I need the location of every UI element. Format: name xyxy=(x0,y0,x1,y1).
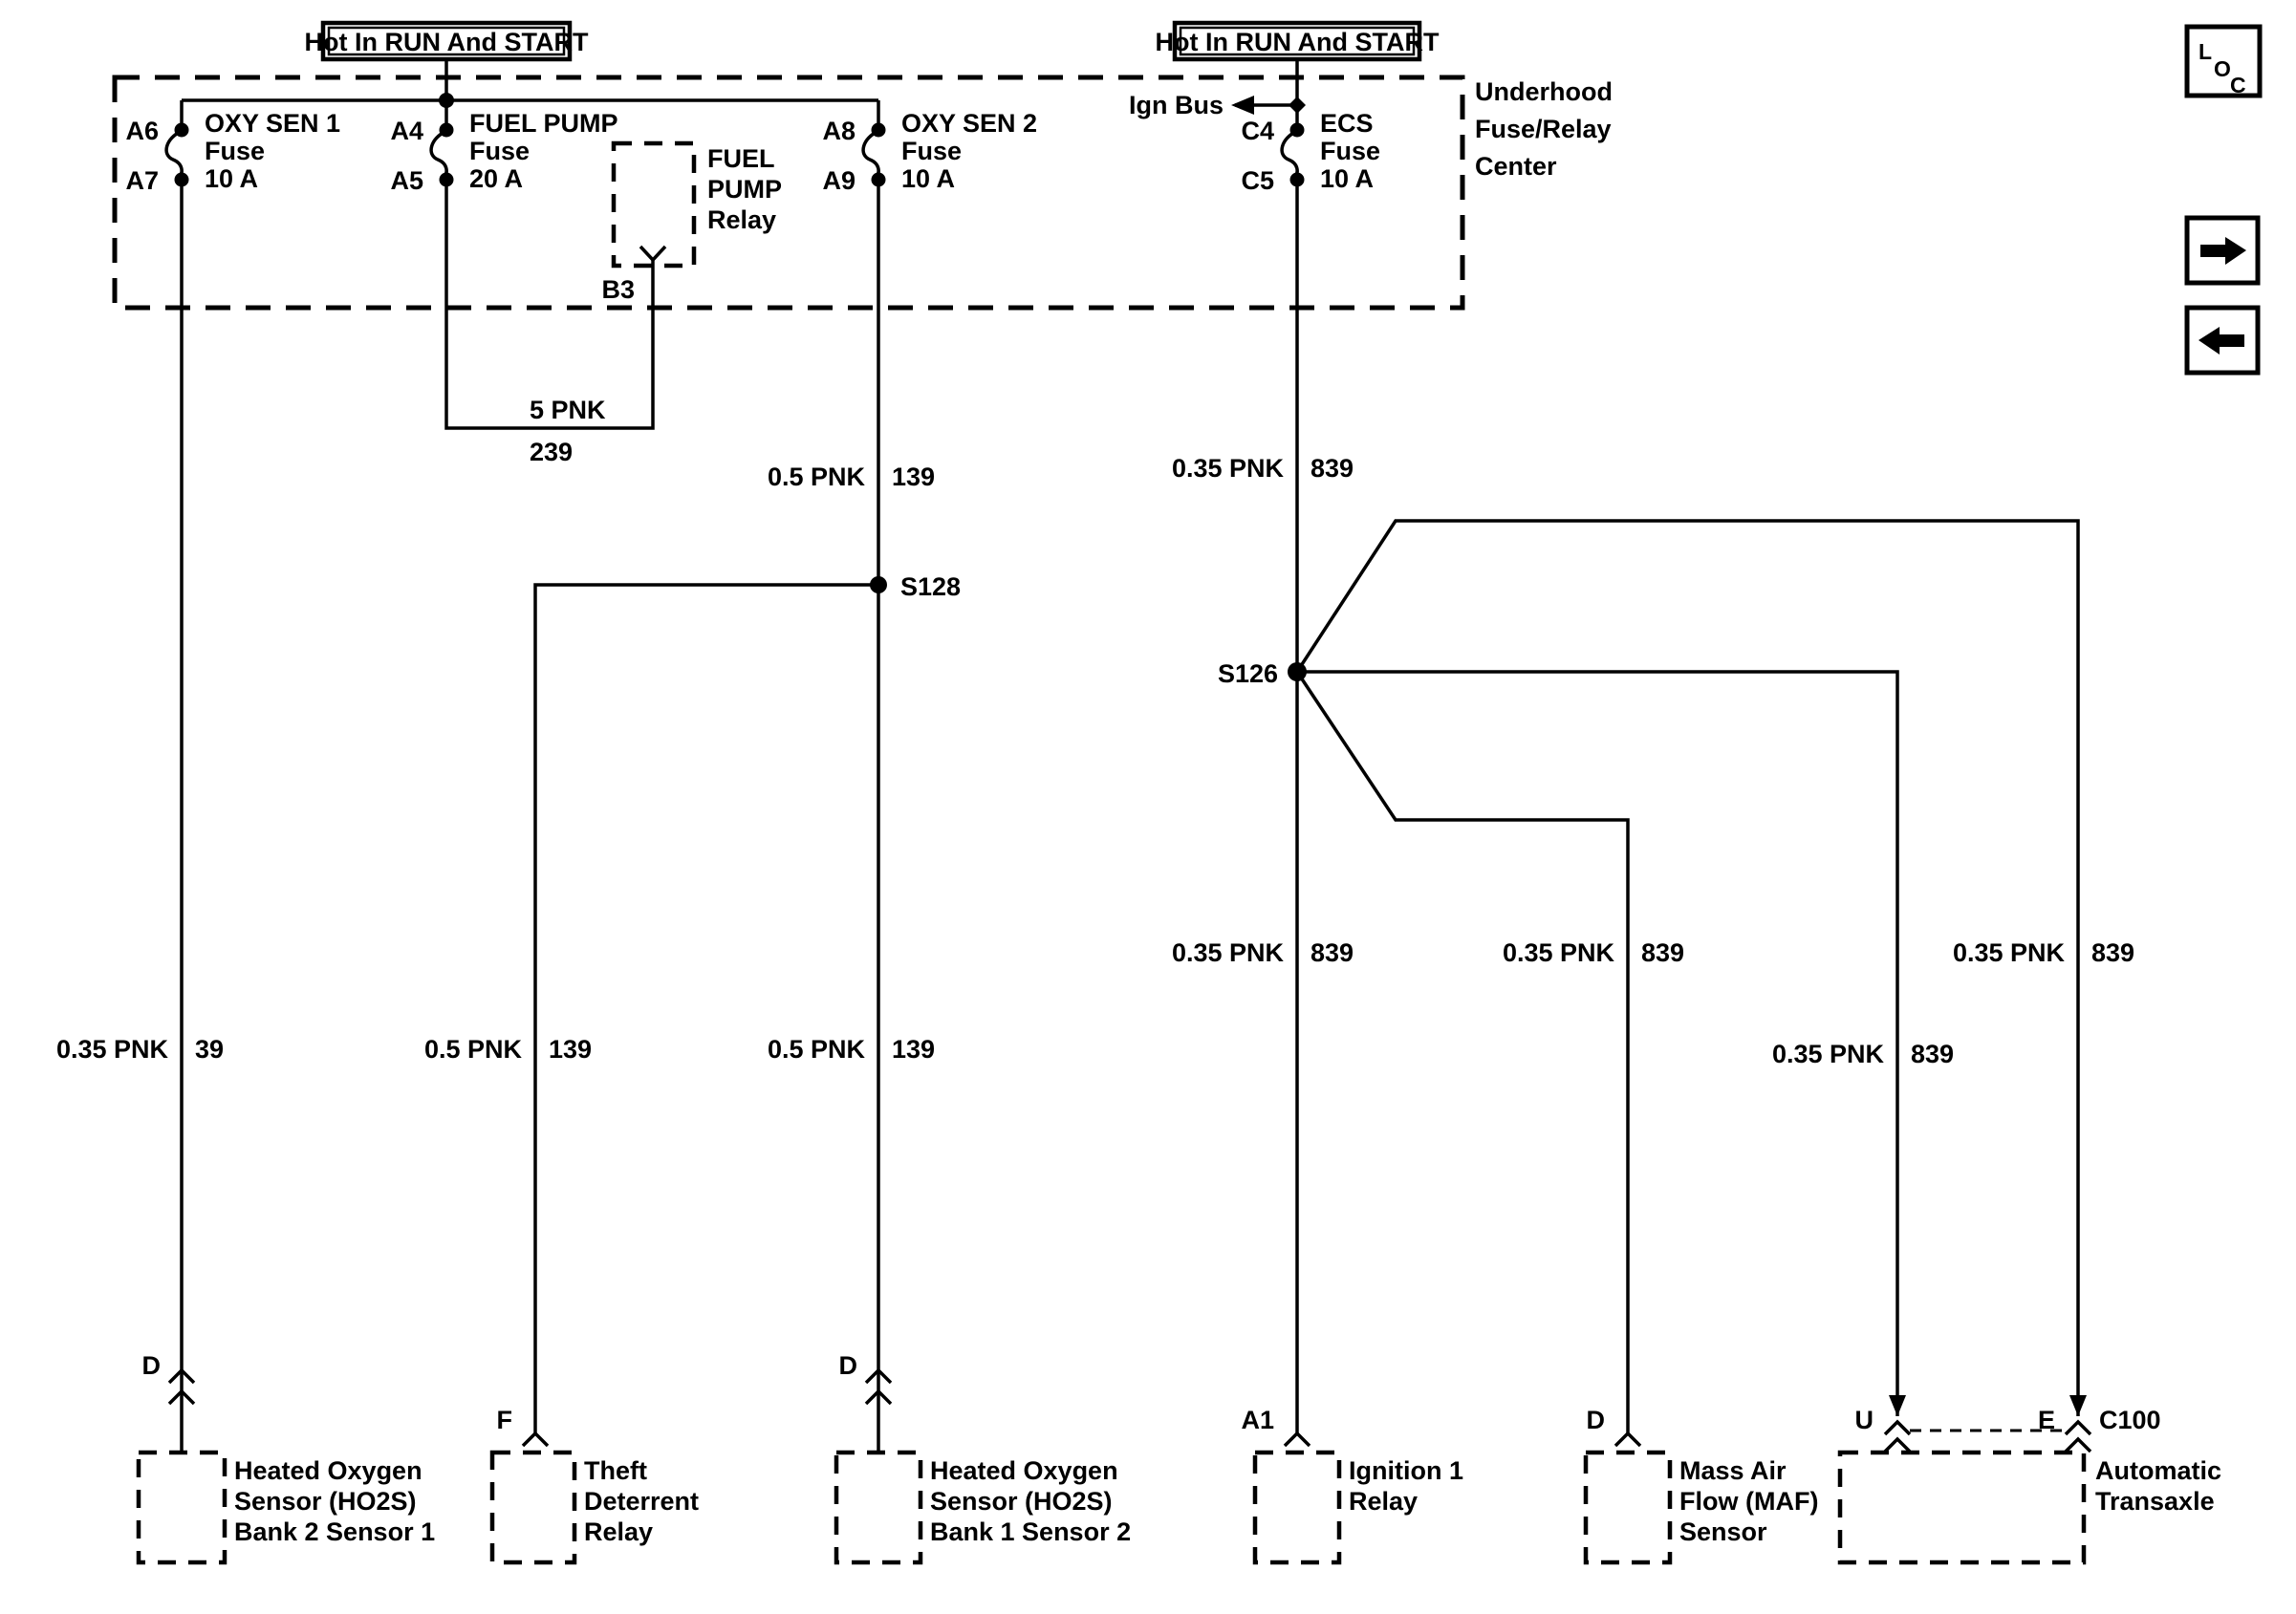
fuel-pump-relay-line3: Relay xyxy=(707,205,777,234)
next-page-button[interactable] xyxy=(2187,218,2258,283)
fuel-pump-relay-line2: PUMP xyxy=(707,175,783,204)
wire-ecs-upper-circuit: 839 xyxy=(1310,454,1354,483)
transaxle-box xyxy=(1840,1453,2084,1562)
ign-bus-label: Ign Bus xyxy=(1129,91,1224,119)
underhood-label-line3: Center xyxy=(1475,152,1557,181)
ho2s-b2s1-line1: Heated Oxygen xyxy=(234,1456,422,1485)
fuse3-pin-bottom: A9 xyxy=(822,166,856,195)
hot-box-right-label: Hot In RUN And START xyxy=(1155,28,1440,56)
maf-line1: Mass Air xyxy=(1679,1456,1787,1485)
pin-f-label: F xyxy=(496,1406,512,1434)
loc-button[interactable] xyxy=(2187,27,2260,97)
fuse3-rating: 10 A xyxy=(901,164,956,193)
loc-letter-o: O xyxy=(2214,56,2231,81)
fuse1-rating: 10 A xyxy=(205,164,259,193)
fuel-pump-relay-box xyxy=(614,143,694,266)
wire-b1s2-gauge: 0.5 PNK xyxy=(767,1035,865,1064)
wire-end-arrow-icon xyxy=(1889,1395,1906,1416)
wire-maf-circuit: 839 xyxy=(1641,938,1685,967)
component-ignition1-relay xyxy=(1255,1453,1463,1562)
wire-ign1-relay xyxy=(1172,180,1354,1446)
wire-theft xyxy=(535,585,878,1433)
underhood-label-line2: Fuse/Relay xyxy=(1475,115,1612,143)
wire-ign1-circuit: 839 xyxy=(1310,938,1354,967)
wire-fp-circuit: 239 xyxy=(530,438,574,466)
theft-line1: Theft xyxy=(584,1456,647,1485)
component-theft-deterrent-relay xyxy=(492,1453,699,1562)
transaxle-e-pin xyxy=(1910,938,2161,1452)
left-arrow-icon xyxy=(2220,334,2244,347)
fuse2-rating: 20 A xyxy=(469,164,524,193)
wire-u-gauge: 0.35 PNK xyxy=(1771,1040,1884,1068)
fuse-element-icon xyxy=(166,131,182,179)
previous-page-button[interactable] xyxy=(2187,308,2258,373)
ignition1-relay-box xyxy=(1255,1453,1339,1562)
ho2s-b1s2-line1: Heated Oxygen xyxy=(930,1456,1118,1485)
fuse-ecs xyxy=(1241,109,1380,195)
c100-label: C100 xyxy=(2099,1406,2161,1434)
component-maf-sensor xyxy=(1586,1453,1818,1562)
component-pin-chevron-icon xyxy=(1285,1433,1310,1446)
fuse2-type: Fuse xyxy=(469,137,531,165)
wire-ecs-upper-gauge: 0.35 PNK xyxy=(1171,454,1284,483)
wire-ign1-gauge: 0.35 PNK xyxy=(1171,938,1284,967)
ho2s-b1s2-line3: Bank 1 Sensor 2 xyxy=(930,1517,1132,1546)
hot-in-run-box-left xyxy=(305,23,589,59)
wire-e-gauge: 0.35 PNK xyxy=(1952,938,2065,967)
pin-a1-label: A1 xyxy=(1241,1406,1274,1434)
fuse-element-icon xyxy=(863,131,878,179)
hot-in-run-box-right xyxy=(1156,23,1440,59)
fuse1-pin-top: A6 xyxy=(125,117,159,145)
theft-line3: Relay xyxy=(584,1517,654,1546)
theft-relay-box xyxy=(492,1453,574,1562)
fuel-pump-relay-line1: FUEL xyxy=(707,144,775,173)
wire-ho2s-b1s2 xyxy=(768,180,935,1453)
connector-chevron-icon xyxy=(1885,1422,1910,1434)
theft-line2: Deterrent xyxy=(584,1487,700,1516)
ho2s-b2s1-line3: Bank 2 Sensor 1 xyxy=(234,1517,436,1546)
wire-b1s2-circuit: 139 xyxy=(892,1035,936,1064)
wire-end-arrow-icon xyxy=(2069,1395,2087,1416)
fuse2-pin-bottom: A5 xyxy=(390,166,423,195)
right-arrow-icon xyxy=(2200,245,2225,257)
wire-fuel-pump-loop xyxy=(446,180,653,466)
wire-fp-gauge: 5 PNK xyxy=(530,396,606,424)
wire-b2s1-gauge: 0.35 PNK xyxy=(55,1035,168,1064)
fuse1-name: OXY SEN 1 xyxy=(205,109,341,138)
connector-chevron-icon xyxy=(2066,1422,2090,1434)
transaxle-line1: Automatic xyxy=(2095,1456,2222,1485)
hot-box-left-label: Hot In RUN And START xyxy=(304,28,589,56)
wire-e-circuit: 839 xyxy=(2091,938,2135,967)
ignition1-line2: Relay xyxy=(1349,1487,1419,1516)
loc-letter-c: C xyxy=(2230,73,2246,97)
ho2s-b2s1-box xyxy=(139,1453,225,1562)
ho2s-b1s2-line2: Sensor (HO2S) xyxy=(930,1487,1113,1516)
feed-junction-dot xyxy=(439,93,454,108)
wire-oxy2-upper-circuit: 139 xyxy=(892,463,936,491)
fuse4-rating: 10 A xyxy=(1320,164,1375,193)
ign-bus-arrow-icon xyxy=(1231,96,1254,115)
fuse3-pin-top: A8 xyxy=(822,117,856,145)
wire-u-circuit: 839 xyxy=(1911,1040,1955,1068)
ign-bus-tap-diamond xyxy=(1289,97,1306,114)
relay-pin-terminal-icon xyxy=(640,247,665,260)
fuse4-pin-top: C4 xyxy=(1241,117,1274,145)
component-pin-chevron-icon xyxy=(1615,1433,1640,1446)
wire-theft-gauge: 0.5 PNK xyxy=(423,1035,522,1064)
fuse4-name: ECS xyxy=(1320,109,1374,138)
wire-ho2s-b2s1 xyxy=(56,180,224,1453)
maf-branch-label xyxy=(1503,938,1684,1446)
s128-label: S128 xyxy=(900,572,962,601)
component-ho2s-bank1-sensor2 xyxy=(836,1453,1131,1562)
component-automatic-transaxle xyxy=(1840,1453,2221,1562)
splice-s126 xyxy=(1218,521,2078,1433)
wire-oxy2-upper-gauge: 0.5 PNK xyxy=(767,463,865,491)
transaxle-u-pin xyxy=(1772,1040,1954,1452)
fuse1-pin-bottom: A7 xyxy=(125,166,159,195)
pin-u-label: U xyxy=(1854,1406,1874,1434)
fuse4-pin-bottom: C5 xyxy=(1241,166,1274,195)
fuse4-type: Fuse xyxy=(1320,137,1381,165)
ho2s-b1s2-box xyxy=(836,1453,921,1562)
fuel-pump-relay xyxy=(601,143,782,304)
ignition1-line1: Ignition 1 xyxy=(1349,1456,1463,1485)
fuse3-name: OXY SEN 2 xyxy=(901,109,1038,138)
wire-b2s1-circuit: 39 xyxy=(195,1035,225,1064)
loc-letter-l: L xyxy=(2199,39,2213,64)
pin-d-b1s2-label: D xyxy=(838,1351,857,1380)
fuse-fuel-pump xyxy=(390,109,617,195)
fuse-oxy-sen-2 xyxy=(822,109,1037,195)
wire-transaxle-e xyxy=(1297,521,2078,1416)
s126-label: S126 xyxy=(1217,659,1278,688)
pin-d-maf-label: D xyxy=(1586,1406,1605,1434)
component-pin-chevron-icon xyxy=(523,1433,548,1446)
fuse2-pin-top: A4 xyxy=(390,117,423,145)
connector-chevron-icon xyxy=(2066,1439,2090,1452)
wire-maf-gauge: 0.35 PNK xyxy=(1502,938,1614,967)
maf-line3: Sensor xyxy=(1679,1517,1767,1546)
wire-theft-circuit: 139 xyxy=(549,1035,593,1064)
fuse3-type: Fuse xyxy=(901,137,963,165)
transaxle-line2: Transaxle xyxy=(2095,1487,2215,1516)
connector-chevron-icon xyxy=(1885,1439,1910,1452)
fuse2-name: FUEL PUMP xyxy=(469,109,618,138)
maf-line2: Flow (MAF) xyxy=(1679,1487,1819,1516)
feed-right xyxy=(1129,59,1306,130)
splice-s128 xyxy=(424,572,961,1446)
maf-sensor-box xyxy=(1586,1453,1670,1562)
fuse-element-icon xyxy=(431,131,446,179)
relay-pin-b3-label: B3 xyxy=(601,275,635,304)
component-ho2s-bank2-sensor1 xyxy=(139,1453,435,1562)
pin-d-b2s1-label: D xyxy=(141,1351,161,1380)
underhood-center-label xyxy=(1475,77,1613,181)
fuse1-type: Fuse xyxy=(205,137,266,165)
fuse-element-icon xyxy=(1282,131,1297,179)
underhood-label-line1: Underhood xyxy=(1475,77,1613,106)
fuse-oxy-sen-1 xyxy=(125,109,340,195)
ho2s-b2s1-line2: Sensor (HO2S) xyxy=(234,1487,417,1516)
pin-e-label: E xyxy=(2037,1406,2055,1434)
wire-maf xyxy=(1297,672,1628,1433)
